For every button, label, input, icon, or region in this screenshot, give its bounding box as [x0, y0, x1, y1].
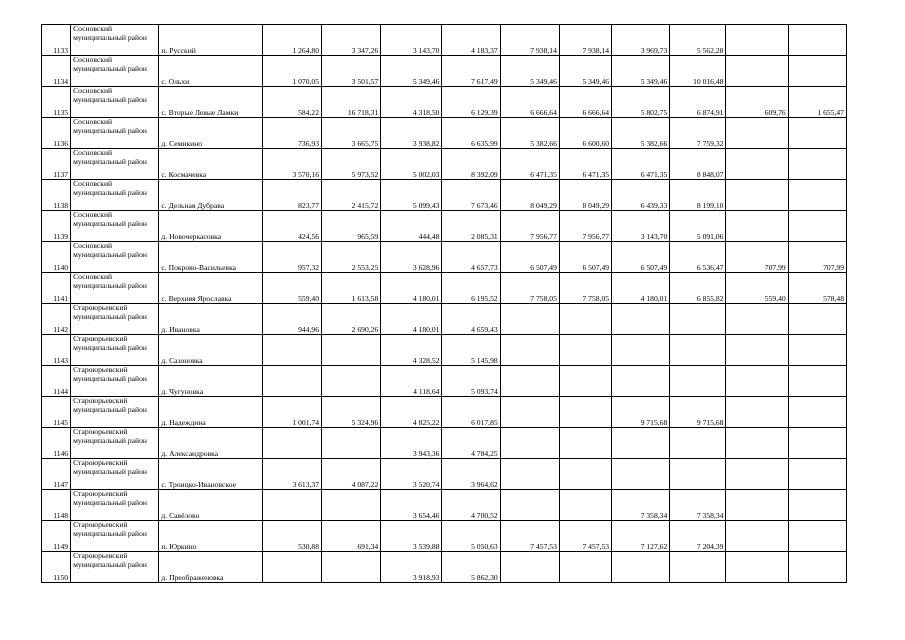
value-cell [788, 552, 846, 583]
value-cell: 609,76 [726, 87, 788, 118]
table-row [42, 242, 847, 273]
table-row [42, 397, 847, 428]
value-cell: 3 143,70 [612, 211, 670, 242]
value-cell [726, 56, 788, 87]
value-cell: 965,59 [322, 211, 381, 242]
value-cell [322, 366, 381, 397]
value-cell: 6 855,82 [670, 273, 726, 304]
locality-cell: д. Александровка [159, 428, 262, 459]
value-cell [788, 521, 846, 552]
value-cell: 5 099,43 [381, 180, 442, 211]
district-cell: Сосновский муниципальный район [71, 87, 159, 118]
value-cell [726, 552, 788, 583]
value-cell [788, 180, 846, 211]
value-cell [726, 149, 788, 180]
data-table [41, 24, 847, 583]
value-cell: 7 938,14 [559, 25, 611, 56]
value-cell: 1 001,74 [262, 397, 321, 428]
value-cell: 7 358,34 [670, 490, 726, 521]
value-cell: 3 539,88 [381, 521, 442, 552]
value-cell: 5 349,46 [381, 56, 442, 87]
value-cell: 7 758,05 [559, 273, 611, 304]
row-number-cell: 1148 [42, 490, 71, 521]
district-cell: Староюрьевский муниципальный район [71, 490, 159, 521]
value-cell [612, 304, 670, 335]
value-cell: 7 204,39 [670, 521, 726, 552]
value-cell [262, 335, 321, 366]
value-cell [726, 521, 788, 552]
district-cell: Сосновский муниципальный район [71, 25, 159, 56]
value-cell: 4 318,50 [381, 87, 442, 118]
value-cell [559, 335, 611, 366]
value-cell: 5 093,74 [442, 366, 500, 397]
value-cell [500, 366, 559, 397]
row-number-cell: 1138 [42, 180, 71, 211]
value-cell: 3 665,75 [322, 118, 381, 149]
value-cell: 5 002,03 [381, 149, 442, 180]
district-cell: Сосновский муниципальный район [71, 56, 159, 87]
value-cell [559, 490, 611, 521]
value-cell [726, 180, 788, 211]
locality-cell: с. Троицко-Ивановское [159, 459, 262, 490]
value-cell: 6 507,49 [559, 242, 611, 273]
value-cell [726, 118, 788, 149]
district-cell: Сосновский муниципальный район [71, 273, 159, 304]
value-cell [726, 304, 788, 335]
district-cell: Сосновский муниципальный район [71, 149, 159, 180]
value-cell [262, 552, 321, 583]
row-number-cell: 1133 [42, 25, 71, 56]
value-cell: 736,93 [262, 118, 321, 149]
value-cell: 5 324,96 [322, 397, 381, 428]
value-cell: 3 520,74 [381, 459, 442, 490]
value-cell: 2 690,26 [322, 304, 381, 335]
value-cell: 1 655,47 [788, 87, 846, 118]
value-cell: 3 938,82 [381, 118, 442, 149]
value-cell: 7 759,32 [670, 118, 726, 149]
value-cell: 4 700,52 [442, 490, 500, 521]
value-cell [322, 552, 381, 583]
value-cell: 7 457,53 [559, 521, 611, 552]
value-cell [788, 335, 846, 366]
value-cell: 5 562,28 [670, 25, 726, 56]
table-row [42, 180, 847, 211]
row-number-cell: 1147 [42, 459, 71, 490]
value-cell: 7 758,05 [500, 273, 559, 304]
value-cell [726, 211, 788, 242]
value-cell: 957,32 [262, 242, 321, 273]
value-cell: 4 825,22 [381, 397, 442, 428]
table-row [42, 366, 847, 397]
value-cell: 6 507,49 [612, 242, 670, 273]
value-cell: 578,48 [788, 273, 846, 304]
value-cell: 5 349,46 [500, 56, 559, 87]
value-cell [788, 397, 846, 428]
value-cell [500, 397, 559, 428]
value-cell [322, 428, 381, 459]
district-cell: Староюрьевский муниципальный район [71, 521, 159, 552]
value-cell [500, 459, 559, 490]
value-cell [559, 397, 611, 428]
value-cell: 7 956,77 [559, 211, 611, 242]
value-cell: 2 085,31 [442, 211, 500, 242]
value-cell: 530,88 [262, 521, 321, 552]
value-cell: 6 666,64 [559, 87, 611, 118]
row-number-cell: 1144 [42, 366, 71, 397]
table-row [42, 87, 847, 118]
value-cell [612, 335, 670, 366]
value-cell [500, 335, 559, 366]
value-cell [726, 490, 788, 521]
value-cell [788, 118, 846, 149]
locality-cell: с. Ольхи [159, 56, 262, 87]
value-cell [726, 366, 788, 397]
value-cell [559, 428, 611, 459]
value-cell: 5 349,46 [612, 56, 670, 87]
value-cell: 7 938,14 [500, 25, 559, 56]
table-row [42, 552, 847, 583]
value-cell: 3 570,16 [262, 149, 321, 180]
value-cell: 5 973,52 [322, 149, 381, 180]
district-cell: Староюрьевский муниципальный район [71, 459, 159, 490]
district-cell: Староюрьевский муниципальный район [71, 335, 159, 366]
value-cell: 10 016,48 [670, 56, 726, 87]
locality-cell: д. Новочеркасовка [159, 211, 262, 242]
value-cell: 3 347,26 [322, 25, 381, 56]
value-cell [500, 490, 559, 521]
table-row [42, 211, 847, 242]
value-cell: 559,40 [262, 273, 321, 304]
value-cell: 5 145,98 [442, 335, 500, 366]
value-cell: 707,99 [726, 242, 788, 273]
value-cell [788, 25, 846, 56]
table-row [42, 149, 847, 180]
value-cell: 4 180,01 [381, 273, 442, 304]
value-cell: 6 536,47 [670, 242, 726, 273]
value-cell [262, 428, 321, 459]
row-number-cell: 1143 [42, 335, 71, 366]
table-row [42, 304, 847, 335]
value-cell: 6 666,64 [500, 87, 559, 118]
value-cell: 3 969,73 [612, 25, 670, 56]
table-body [42, 25, 847, 583]
table-row [42, 25, 847, 56]
value-cell: 8 049,29 [559, 180, 611, 211]
value-cell [726, 397, 788, 428]
value-cell: 1 613,58 [322, 273, 381, 304]
value-cell [612, 428, 670, 459]
row-number-cell: 1142 [42, 304, 71, 335]
row-number-cell: 1136 [42, 118, 71, 149]
value-cell [788, 490, 846, 521]
value-cell: 691,34 [322, 521, 381, 552]
value-cell [559, 459, 611, 490]
value-cell: 3 918,93 [381, 552, 442, 583]
value-cell [500, 428, 559, 459]
locality-cell: д. Надеждина [159, 397, 262, 428]
value-cell: 9 715,68 [612, 397, 670, 428]
locality-cell: д. Савёлово [159, 490, 262, 521]
value-cell: 4 118,64 [381, 366, 442, 397]
value-cell: 7 127,62 [612, 521, 670, 552]
value-cell: 944,96 [262, 304, 321, 335]
value-cell [322, 490, 381, 521]
row-number-cell: 1135 [42, 87, 71, 118]
value-cell [262, 490, 321, 521]
district-cell: Староюрьевский муниципальный район [71, 366, 159, 397]
district-cell: Сосновский муниципальный район [71, 118, 159, 149]
locality-cell: д. Сазоновка [159, 335, 262, 366]
district-cell: Староюрьевский муниципальный район [71, 552, 159, 583]
value-cell [788, 304, 846, 335]
value-cell [670, 304, 726, 335]
value-cell: 3 654,46 [381, 490, 442, 521]
value-cell: 6 439,33 [612, 180, 670, 211]
value-cell: 2 415,72 [322, 180, 381, 211]
value-cell [559, 552, 611, 583]
locality-cell: д. Преображеновка [159, 552, 262, 583]
value-cell [670, 335, 726, 366]
row-number-cell: 1134 [42, 56, 71, 87]
value-cell: 823,77 [262, 180, 321, 211]
value-cell: 4 784,25 [442, 428, 500, 459]
value-cell [788, 149, 846, 180]
value-cell: 3 613,37 [262, 459, 321, 490]
value-cell [670, 552, 726, 583]
locality-cell: с. Покрово-Васильевка [159, 242, 262, 273]
district-cell: Староюрьевский муниципальный район [71, 397, 159, 428]
value-cell [726, 428, 788, 459]
value-cell [670, 366, 726, 397]
value-cell: 3 964,62 [442, 459, 500, 490]
value-cell: 8 049,29 [500, 180, 559, 211]
value-cell: 4 087,22 [322, 459, 381, 490]
value-cell: 3 143,70 [381, 25, 442, 56]
value-cell [322, 335, 381, 366]
value-cell: 7 457,53 [500, 521, 559, 552]
value-cell: 8 392,09 [442, 149, 500, 180]
value-cell [788, 211, 846, 242]
value-cell: 6 635,99 [442, 118, 500, 149]
value-cell [726, 335, 788, 366]
value-cell: 3 628,96 [381, 242, 442, 273]
value-cell: 8 848,07 [670, 149, 726, 180]
value-cell [726, 25, 788, 56]
value-cell: 559,40 [726, 273, 788, 304]
district-cell: Староюрьевский муниципальный район [71, 428, 159, 459]
value-cell: 4 328,52 [381, 335, 442, 366]
value-cell: 2 553,25 [322, 242, 381, 273]
row-number-cell: 1146 [42, 428, 71, 459]
row-number-cell: 1140 [42, 242, 71, 273]
value-cell [670, 459, 726, 490]
value-cell [559, 366, 611, 397]
value-cell: 7 956,77 [500, 211, 559, 242]
locality-cell: п. Юркино [159, 521, 262, 552]
district-cell: Сосновский муниципальный район [71, 180, 159, 211]
value-cell: 9 715,68 [670, 397, 726, 428]
row-number-cell: 1145 [42, 397, 71, 428]
value-cell [670, 428, 726, 459]
value-cell: 4 180,01 [381, 304, 442, 335]
value-cell: 5 091,06 [670, 211, 726, 242]
value-cell: 6 129,39 [442, 87, 500, 118]
value-cell: 8 199,10 [670, 180, 726, 211]
value-cell [262, 366, 321, 397]
table-row [42, 459, 847, 490]
table-row [42, 335, 847, 366]
value-cell: 707,99 [788, 242, 846, 273]
value-cell [612, 459, 670, 490]
row-number-cell: 1137 [42, 149, 71, 180]
locality-cell: д. Чугуновка [159, 366, 262, 397]
value-cell: 4 183,37 [442, 25, 500, 56]
table-row [42, 521, 847, 552]
value-cell: 5 862,30 [442, 552, 500, 583]
value-cell: 5 050,63 [442, 521, 500, 552]
value-cell [612, 366, 670, 397]
value-cell: 7 358,34 [612, 490, 670, 521]
locality-cell: с. Вторые Левые Ламки [159, 87, 262, 118]
value-cell: 584,22 [262, 87, 321, 118]
value-cell: 6 195,52 [442, 273, 500, 304]
row-number-cell: 1141 [42, 273, 71, 304]
locality-cell: с. Дельная Дубрава [159, 180, 262, 211]
value-cell [500, 552, 559, 583]
value-cell: 1 070,05 [262, 56, 321, 87]
table-row [42, 118, 847, 149]
value-cell: 1 264,80 [262, 25, 321, 56]
locality-cell: п. Русский [159, 25, 262, 56]
value-cell: 6 471,35 [559, 149, 611, 180]
locality-cell: с. Верхняя Ярославка [159, 273, 262, 304]
value-cell: 7 617,49 [442, 56, 500, 87]
district-cell: Сосновский муниципальный район [71, 211, 159, 242]
district-cell: Сосновский муниципальный район [71, 242, 159, 273]
value-cell [788, 56, 846, 87]
value-cell: 7 673,46 [442, 180, 500, 211]
value-cell: 3 501,57 [322, 56, 381, 87]
value-cell: 424,56 [262, 211, 321, 242]
locality-cell: д. Ивановка [159, 304, 262, 335]
value-cell [788, 366, 846, 397]
value-cell: 5 802,75 [612, 87, 670, 118]
value-cell: 4 657,73 [442, 242, 500, 273]
table-row [42, 56, 847, 87]
table-row [42, 490, 847, 521]
value-cell: 6 874,91 [670, 87, 726, 118]
value-cell: 4 180,01 [612, 273, 670, 304]
locality-cell: д. Семикино [159, 118, 262, 149]
value-cell: 444,48 [381, 211, 442, 242]
value-cell: 3 943,36 [381, 428, 442, 459]
row-number-cell: 1150 [42, 552, 71, 583]
value-cell: 6 471,35 [612, 149, 670, 180]
table-row [42, 428, 847, 459]
value-cell [788, 459, 846, 490]
value-cell [612, 552, 670, 583]
value-cell: 5 382,66 [612, 118, 670, 149]
value-cell [788, 428, 846, 459]
value-cell: 6 507,49 [500, 242, 559, 273]
row-number-cell: 1139 [42, 211, 71, 242]
value-cell: 6 017,85 [442, 397, 500, 428]
row-number-cell: 1149 [42, 521, 71, 552]
value-cell: 4 659,43 [442, 304, 500, 335]
locality-cell: с. Космачевка [159, 149, 262, 180]
district-cell: Староюрьевский муниципальный район [71, 304, 159, 335]
value-cell [559, 304, 611, 335]
value-cell [726, 459, 788, 490]
value-cell: 5 382,66 [500, 118, 559, 149]
value-cell: 5 349,46 [559, 56, 611, 87]
value-cell: 6 471,35 [500, 149, 559, 180]
value-cell [500, 304, 559, 335]
value-cell: 6 600,60 [559, 118, 611, 149]
value-cell: 16 718,31 [322, 87, 381, 118]
table-row [42, 273, 847, 304]
